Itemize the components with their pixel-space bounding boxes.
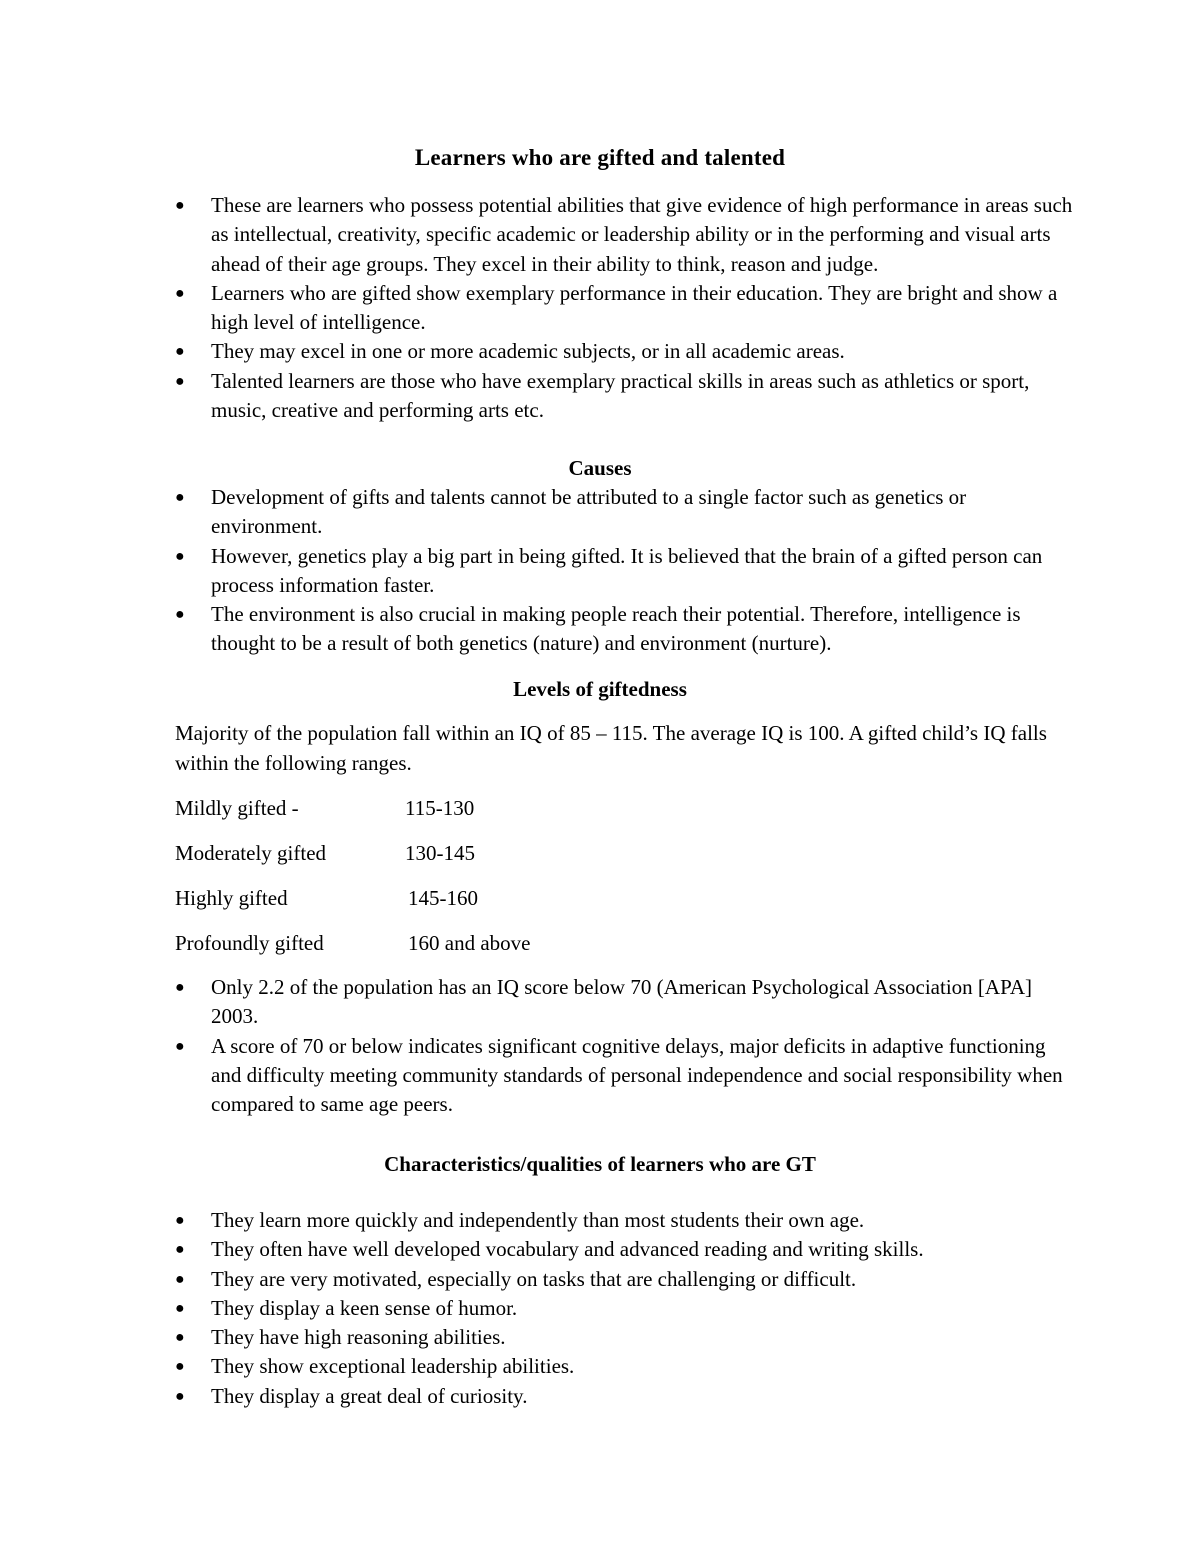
characteristics-heading: Characteristics/qualities of learners who are GT (384, 1152, 816, 1176)
causes-bullet-list (175, 483, 1075, 659)
bullet-icon: ● (175, 606, 185, 624)
intro-bullet-list (175, 191, 1075, 425)
list-item: ● Only 2.2 of the population has an IQ score below 70 (American Psychological Association [APA] 2003. (175, 975, 1032, 1029)
list-item: ● They learn more quickly and independently than most students their own age. (175, 1206, 1075, 1235)
list-item: ● They have high reasoning abilities. (175, 1323, 1075, 1352)
page-title: Learners who are gifted and talented (414, 145, 786, 170)
bullet-icon: ● (175, 343, 185, 361)
bullet-icon: ● (175, 1358, 185, 1376)
list-item: ● A score of 70 or below indicates significant cognitive delays, major deficits in adaptive functioning and difficulty meeting community standards of personal independence and social responsibility when compared to same age peers. (175, 1033, 1063, 1117)
bullet-icon: ● (175, 1329, 185, 1347)
bullet-icon: ● (175, 489, 185, 506)
levels-paragraph: Majority of the population fall within an IQ of 85 – 115. The average IQ is 100. A gifted child’s IQ falls within the following ranges. (175, 721, 1047, 775)
list-item: ● Development of gifts and talents cannot be attributed to a single factor such as genetics or environment. (175, 485, 967, 539)
iq-level-range: 145-160 (408, 886, 478, 910)
bullet-icon: ● (175, 1270, 185, 1288)
list-item: ● They often have well developed vocabulary and advanced reading and writing skills. (175, 1235, 1075, 1264)
list-item: ● The environment is also crucial in making people reach their potential. Therefore, intelligence is thought to be a result of both genetics (nature) and environment (nurture). (175, 602, 1021, 656)
iq-level-range: 160 and above (408, 931, 531, 955)
characteristics-bullet-list (175, 1206, 1075, 1411)
causes-heading: Causes (568, 456, 632, 480)
list-item: ● Learners who are gifted show exemplary performance in their education. They are bright and show a high level of intelligence. (175, 280, 1058, 335)
list-item: ● However, genetics play a big part in being gifted. It is believed that the brain of a gifted person can process information faster. (175, 543, 1043, 597)
bullet-icon: ● (175, 1212, 185, 1229)
list-item: ● They show exceptional leadership abilities. (175, 1352, 1075, 1381)
list-item: ● They display a great deal of curiosity. (175, 1382, 1075, 1411)
levels-heading: Levels of giftedness (513, 677, 687, 701)
list-item: ● They may excel in one or more academic subjects, or in all academic areas. (175, 337, 1075, 366)
iq-bullet-list (175, 973, 1075, 1119)
list-item: ● They display a keen sense of humor. (175, 1294, 1075, 1323)
bullet-icon: ● (175, 1037, 185, 1055)
bullet-icon: ● (175, 547, 185, 565)
iq-level-label: Moderately gifted (175, 841, 327, 865)
bullet-icon: ● (175, 1299, 185, 1317)
iq-level-label: Highly gifted (175, 886, 288, 910)
bullet-icon: ● (175, 197, 185, 214)
iq-level-label: Profoundly gifted (175, 931, 324, 955)
list-item: ● These are learners who possess potential abilities that give evidence of high performance in areas such as intellectual, creativity, specific academic or leadership ability or in the performing and visual arts ahead of their age groups. They excel in their ability to think, reason and judge. (175, 193, 1073, 276)
bullet-icon: ● (175, 284, 185, 302)
iq-level-range: 115-130 (405, 796, 475, 820)
iq-level-range: 130-145 (405, 841, 475, 865)
iq-level-label: Mildly gifted - (175, 796, 299, 820)
bullet-icon: ● (175, 1241, 185, 1259)
list-item: ● They are very motivated, especially on tasks that are challenging or difficult. (175, 1265, 1075, 1294)
bullet-icon: ● (175, 1387, 185, 1405)
bullet-icon: ● (175, 372, 185, 390)
list-item: ● Talented learners are those who have exemplary practical skills in areas such as athletics or sport, music, creative and performing arts etc. (175, 368, 1030, 423)
bullet-icon: ● (175, 979, 185, 996)
